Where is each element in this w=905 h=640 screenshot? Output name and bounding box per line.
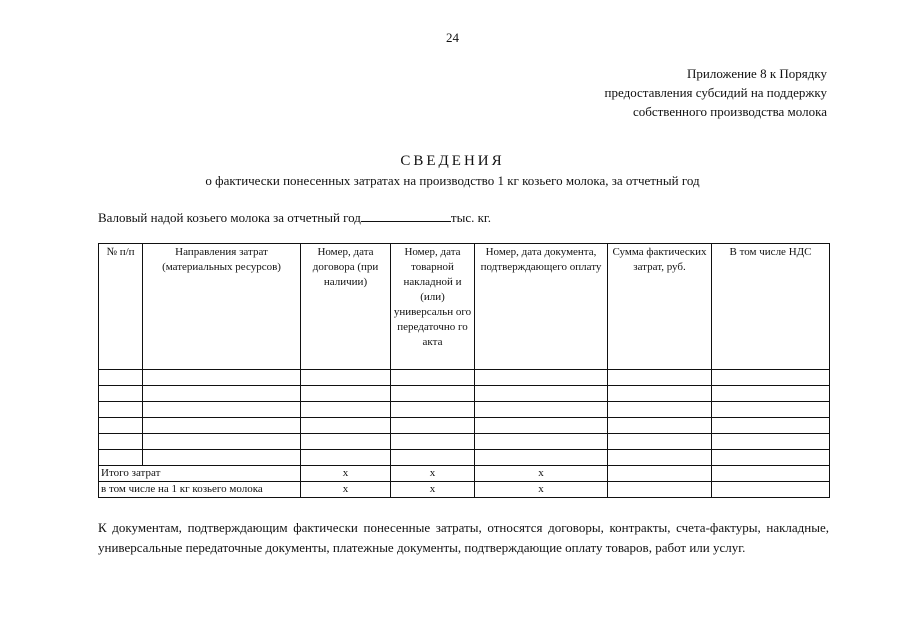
table-cell (391, 370, 475, 386)
table-row (99, 434, 830, 450)
appendix-line-1: Приложение 8 к Порядку (687, 66, 827, 81)
per-kg-contract-mark: x (301, 482, 391, 498)
table-cell (391, 450, 475, 466)
appendix-line-3: собственного производства молока (632, 104, 827, 119)
table-cell (143, 450, 301, 466)
table-cell (712, 386, 830, 402)
per-kg-vat (712, 482, 830, 498)
table-cell (143, 418, 301, 434)
table-cell (99, 418, 143, 434)
total-costs-amount (608, 466, 712, 482)
table-cell (99, 434, 143, 450)
table-cell (475, 434, 608, 450)
page-number: 24 (446, 30, 459, 45)
total-costs-invoice-mark: x (391, 466, 475, 482)
table-row (99, 418, 830, 434)
total-costs-payment-mark: x (475, 466, 608, 482)
table-cell (712, 402, 830, 418)
per-kg-amount (608, 482, 712, 498)
header-vat: В том числе НДС (712, 244, 830, 370)
table-cell (712, 434, 830, 450)
total-costs-row (99, 466, 830, 482)
milk-yield-label: Валовый надой козьего молока за отчетный год (98, 210, 361, 225)
table-cell (391, 418, 475, 434)
table-cell (608, 450, 712, 466)
table-cell (99, 386, 143, 402)
supporting-documents-text: К документам, подтверждающим фактически понесенные затраты, относятся договоры, контракты, счета-фактуры, накладные, универсальные передаточные документы, платежные документы, подтверждающие оплату товаров, работ или услуг. (98, 520, 829, 555)
milk-yield-line (98, 210, 491, 226)
table-cell (143, 434, 301, 450)
table-cell (301, 434, 391, 450)
table-cell (99, 402, 143, 418)
table-cell (301, 386, 391, 402)
cost-table (98, 243, 830, 498)
table-cell (475, 370, 608, 386)
table-cell (301, 418, 391, 434)
milk-yield-unit: тыс. кг. (450, 210, 492, 225)
header-payment-document: Номер, дата документа, подтверждающего оплату (475, 244, 608, 370)
table-cell (143, 370, 301, 386)
table-cell (143, 402, 301, 418)
header-cost-direction: Направления затрат (материальных ресурсов) (143, 244, 301, 370)
table-cell (391, 386, 475, 402)
table-row (99, 402, 830, 418)
table-cell (608, 402, 712, 418)
table-row (99, 370, 830, 386)
appendix-line-2: предоставления субсидий на поддержку (604, 85, 827, 100)
total-costs-contract-mark: x (301, 466, 391, 482)
table-cell (143, 386, 301, 402)
header-actual-cost: Сумма фактических затрат, руб. (608, 244, 712, 370)
table-cell (608, 418, 712, 434)
table-cell (712, 450, 830, 466)
milk-yield-blank-field (361, 211, 451, 222)
table-cell (301, 370, 391, 386)
table-cell (99, 450, 143, 466)
table-row (99, 450, 830, 466)
table-cell (391, 434, 475, 450)
table-header-row (99, 244, 830, 370)
supporting-documents-note (98, 518, 829, 558)
table-cell (608, 434, 712, 450)
table-cell (99, 370, 143, 386)
document-title: СВЕДЕНИЯ (400, 153, 505, 169)
document-subtitle: о фактически понесенных затратах на производство 1 кг козьего молока, за отчетный год (205, 173, 700, 188)
appendix-reference (605, 64, 827, 121)
table-cell (608, 386, 712, 402)
table-row (99, 386, 830, 402)
table-cell (475, 386, 608, 402)
table-cell (475, 450, 608, 466)
per-kg-payment-mark: x (475, 482, 608, 498)
per-kg-costs-row (99, 482, 830, 498)
table-cell (301, 402, 391, 418)
table-cell (712, 370, 830, 386)
total-costs-vat (712, 466, 830, 482)
table-cell (475, 402, 608, 418)
table-cell (391, 402, 475, 418)
table-cell (608, 370, 712, 386)
total-costs-label: Итого затрат (99, 466, 301, 482)
header-number: № п/п (99, 244, 143, 370)
header-invoice: Номер, дата товарной накладной и (или) универсальн ого передаточно го акта (391, 244, 475, 370)
table-cell (475, 418, 608, 434)
per-kg-invoice-mark: x (391, 482, 475, 498)
table-cell (301, 450, 391, 466)
header-contract: Номер, дата договора (при наличии) (301, 244, 391, 370)
per-kg-costs-label: в том числе на 1 кг козьего молока (99, 482, 301, 498)
table-cell (712, 418, 830, 434)
